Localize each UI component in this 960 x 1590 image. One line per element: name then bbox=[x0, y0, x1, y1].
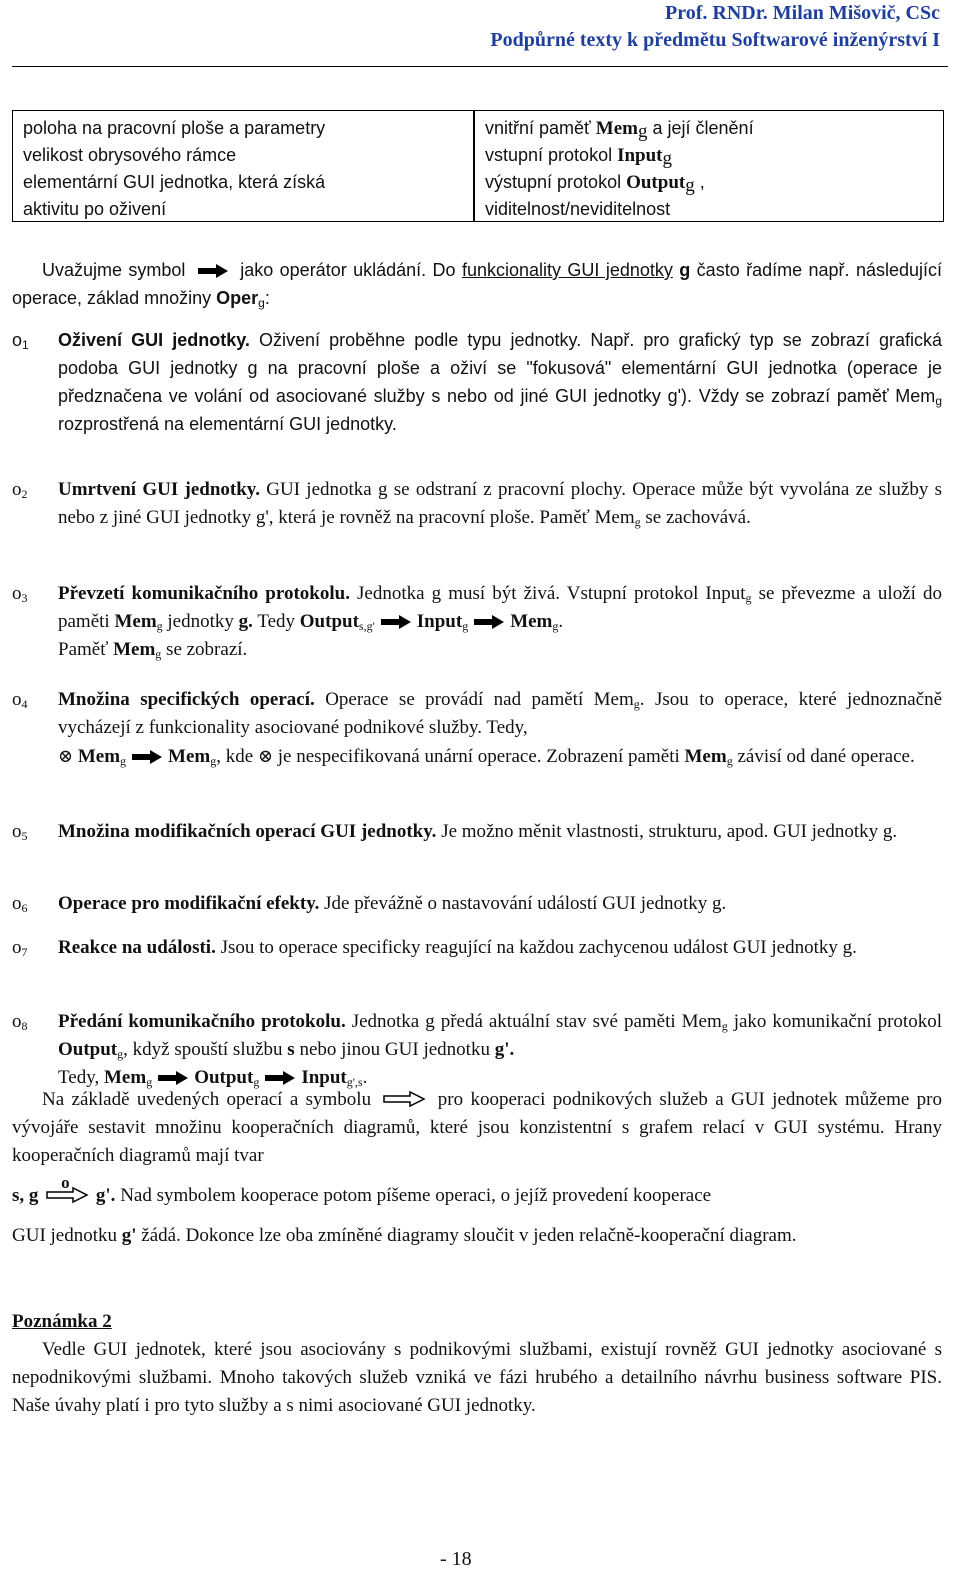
operation-title: Předání komunikačního protokolu. bbox=[58, 1011, 346, 1032]
box-left-line: velikost obrysového rámce bbox=[23, 145, 237, 165]
operation-item: $o_1$ Oživení GUI jednotky. Oživení proběhne podle typu jednotky. Např. pro grafický typ se zobrazí grafická podoba GUI jednotky g na pracovní ploše a oživí se "fokusová" elementární GUI jednotka (operace je předznačena ve volání od asociované služby s nebo od jiné GUI jednotky g'). Vždy se zobrazí paměť Mem$_g$ rozprostřená na elementární GUI jednotky. bbox=[12, 326, 942, 466]
note-text: Vedle GUI jednotek, které jsou asociovány s podnikovými službami, existují rovněž GUI jednotky asociované s nepodnikovými službami. Mnoho takových služeb vzniká ve fázi hrubého a detailního návrhu business software PIS. Naše úvahy platí i pro tyto služby a s nimi asociované GUI jednotky. bbox=[12, 1339, 942, 1416]
operation-label: $o_1$ bbox=[12, 330, 29, 352]
box-right-line: vnitřní paměť Mem$_g$ a její členění bbox=[485, 118, 754, 142]
operation-title: Reakce na události. bbox=[58, 937, 216, 958]
intro-paragraph: Uvažujme symbol jako operátor ukládání. Do funkcionality GUI jednotky g často řadíme např. následující operace, základ množiny Oper$_g$: bbox=[12, 260, 942, 310]
operation-label: $o_6$ bbox=[12, 893, 28, 915]
left-box bbox=[12, 110, 474, 222]
operation-title: Množina modifikačních operací GUI jednotky. bbox=[58, 821, 437, 842]
cooperation-paragraph-cont: GUI jednotku g' žádá. Dokonce lze oba zmíněné diagramy sloučit v jeden relačně-kooperační diagram. bbox=[12, 1225, 797, 1246]
store-arrow-icon bbox=[196, 263, 230, 279]
cooperation-edge-line: s, g o g'. Nad symbolem kooperace potom píšeme operaci, o jejíž provedení kooperace bbox=[12, 1182, 942, 1210]
operation-label: $o_7$ bbox=[12, 937, 28, 959]
operation-title: Oživení GUI jednotky. bbox=[58, 330, 250, 350]
otimes-icon: ⊗ bbox=[257, 746, 274, 766]
box-right-line: vstupní protokol Input$_g$ bbox=[485, 145, 672, 169]
operation-title: Operace pro modifikační efekty. bbox=[58, 893, 320, 914]
operation-title: Převzetí komunikačního protokolu. bbox=[58, 583, 350, 604]
store-arrow-icon bbox=[263, 1070, 297, 1086]
box-right-line: viditelnost/neviditelnost bbox=[485, 199, 671, 219]
operation-label: $o_2$ bbox=[12, 479, 28, 501]
operation-label: $o_5$ bbox=[12, 821, 28, 843]
box-left-line: poloha na pracovní ploše a parametry bbox=[23, 118, 326, 138]
store-arrow-icon bbox=[472, 614, 506, 630]
right-box bbox=[474, 110, 944, 222]
operation-label: $o_3$ bbox=[12, 583, 28, 605]
otimes-icon: ⊗ bbox=[58, 746, 74, 766]
operation-label: $o_8$ bbox=[12, 1011, 28, 1033]
course-subtitle: Podpůrné texty k předmětu Softwarové inženýrství I bbox=[490, 29, 940, 51]
store-arrow-icon bbox=[379, 614, 413, 630]
operations-list bbox=[12, 326, 942, 1108]
box-left-line: elementární GUI jednotka, která získá bbox=[23, 172, 326, 192]
operation-label: $o_4$ bbox=[12, 689, 28, 711]
page-number: - 18 bbox=[440, 1548, 472, 1570]
operation-item: $o_4$ Množina specifických operací. Operace se provádí nad pamětí Mem$_g$. Jsou to operace, které jednoznačně vycházejí z funkcionality asociované podnikové služby. Tedy, ⊗ Mem$_g$ Mem$_g$, kde ⊗ je nespecifikovaná unární operace. Zobrazení paměti Mem$_g$ závisí od dané operace. bbox=[12, 686, 942, 810]
operation-item: $o_5$ Množina modifikačních operací GUI jednotky. Je možno měnit vlastnosti, strukturu, apod. GUI jednotky g. bbox=[12, 818, 942, 886]
operation-item: $o_3$ Převzetí komunikačního protokolu. Jednotka g musí být živá. Vstupní protokol Input$_g$ se převezme a uloží do paměti Mem$_g$ jednotky g. Tedy Output$_{s,g'}$ Input$_g$ Mem$_g$. Paměť Mem$_g$ se zobrazí. bbox=[12, 580, 942, 680]
store-arrow-icon bbox=[156, 1070, 190, 1086]
operation-title: Množina specifických operací. bbox=[58, 689, 315, 710]
cooperation-arrow-icon bbox=[45, 1186, 89, 1204]
author-line: Prof. RNDr. Milan Mišovič, CSc bbox=[665, 2, 940, 24]
note-title: Poznámka 2 bbox=[12, 1311, 112, 1332]
header-divider bbox=[12, 66, 948, 67]
operation-title: Umrtvení GUI jednotky. bbox=[58, 479, 260, 500]
box-right-line: výstupní protokol Output$_g$ , bbox=[485, 172, 705, 196]
store-arrow-icon bbox=[130, 749, 164, 765]
box-left-line: aktivitu po oživení bbox=[23, 199, 167, 219]
operation-item: $o_8$ Předání komunikačního protokolu. Jednotka g předá aktuální stav své paměti Mem$_g$ jako komunikační protokol Output$_g$, když spouští službu s nebo jinou GUI jednotku g'. Tedy, Mem$_g$ Output$_g$ Input$_{g',s}$. bbox=[12, 1008, 942, 1108]
operation-item: $o_6$ Operace pro modifikační efekty. Jde převážně o nastavování událostí GUI jednotky g. bbox=[12, 890, 942, 930]
cooperation-arrow-icon bbox=[382, 1090, 426, 1108]
note-section bbox=[12, 1308, 942, 1420]
operation-item: $o_7$ Reakce na události. Jsou to operace specificky reagující na každou zachycenou událost GUI jednotky g. bbox=[12, 934, 942, 1002]
cooperation-paragraph: Na základě uvedených operací a symbolu pro kooperaci podnikových služeb a GUI jednotek můžeme pro vývojáře sestavit množinu kooperačních diagramů, které jsou konzistentní s grafem relací v GUI systému. Hrany kooperačních diagramů mají tvar bbox=[12, 1089, 942, 1166]
page-header bbox=[490, 0, 940, 54]
operation-item: $o_2$ Umrtvení GUI jednotky. GUI jednotka g se odstraní z pracovní plochy. Operace může být vyvolána ze služby s nebo z jiné GUI jednotky g', která je rovněž na pracovní ploše. Paměť Mem$_g$ se zachovává. bbox=[12, 476, 942, 576]
edge-operation-label: o bbox=[61, 1173, 70, 1192]
